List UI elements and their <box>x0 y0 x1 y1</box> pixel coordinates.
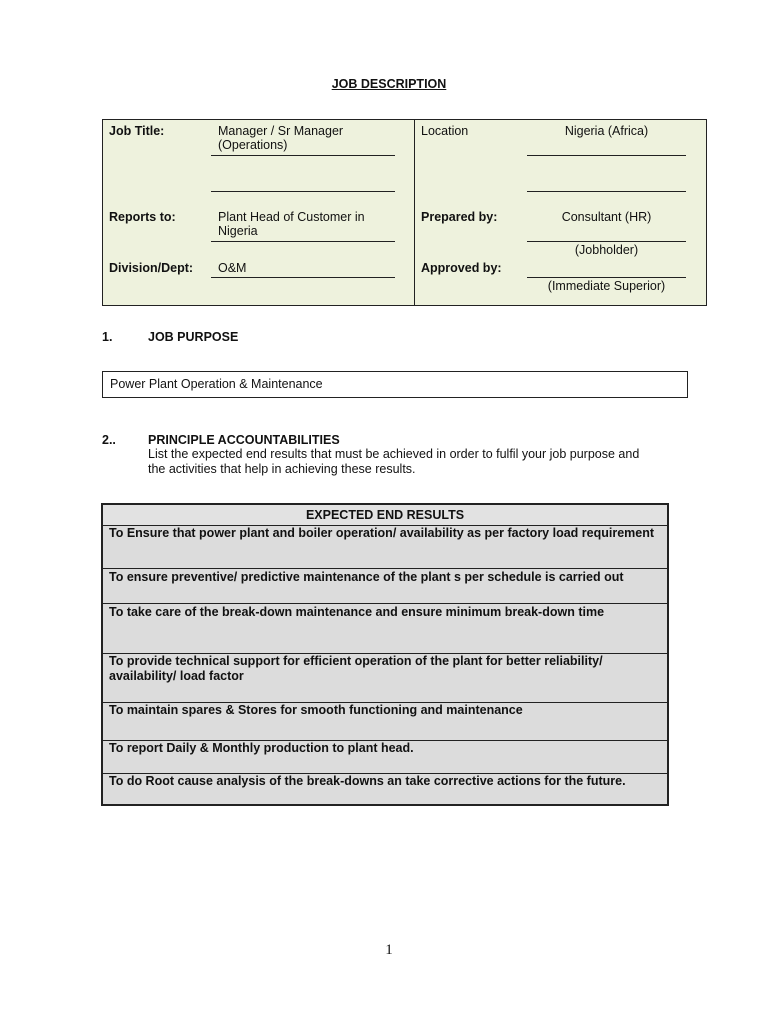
reports-to-value-line1: Plant Head of Customer in <box>218 210 365 224</box>
accountabilities-number: 2.. <box>102 433 116 447</box>
job-purpose-heading: JOB PURPOSE <box>148 330 239 344</box>
results-table-header: EXPECTED END RESULTS <box>103 505 667 526</box>
job-title-label: Job Title: <box>109 124 165 138</box>
table-row: To ensure preventive/ predictive maintenance of the plant s per schedule is carried out <box>103 569 667 604</box>
table-row: To take care of the break-down maintenance and ensure minimum break-down time <box>103 604 667 654</box>
job-title-extra-underline <box>211 191 395 192</box>
prepared-by-label: Prepared by: <box>421 210 498 224</box>
prepared-by-underline <box>527 241 686 242</box>
reports-to-label: Reports to: <box>109 210 176 224</box>
accountabilities-heading: PRINCIPLE ACCOUNTABILITIES <box>148 433 340 447</box>
job-purpose-box <box>102 371 688 398</box>
location-value: Nigeria (Africa) <box>564 124 649 138</box>
accountabilities-instruction <box>148 447 668 476</box>
job-purpose-text: Power Plant Operation & Maintenance <box>110 377 323 391</box>
expected-results-table <box>101 503 669 806</box>
page-number: 1 <box>385 942 393 958</box>
instruction-line-1: List the expected end results that must be achieved in order to fulfil your job purpose and <box>148 447 640 461</box>
approved-by-label: Approved by: <box>421 261 502 275</box>
table-row: To do Root cause analysis of the break-downs an take corrective actions for the future. <box>109 774 626 788</box>
superior-caption: (Immediate Superior) <box>547 279 666 293</box>
prepared-by-value: Consultant (HR) <box>561 210 652 224</box>
location-label: Location <box>421 124 469 138</box>
division-label: Division/Dept: <box>109 261 194 275</box>
reports-to-underline <box>211 241 395 242</box>
division-value: O&M <box>218 261 247 275</box>
table-row: To Ensure that power plant and boiler operation/ availability as per factory load requirement <box>103 525 667 569</box>
table-row: To report Daily & Monthly production to plant head. <box>103 741 667 774</box>
job-title-underline <box>211 155 395 156</box>
location-extra-underline <box>527 191 686 192</box>
location-underline <box>527 155 686 156</box>
approved-by-underline <box>527 277 686 278</box>
job-title-value-line1: Manager / Sr Manager <box>218 124 344 138</box>
instruction-line-2: the activities that help in achieving these results. <box>148 461 416 476</box>
reports-to-value-line2: Nigeria <box>218 224 258 238</box>
info-box-divider <box>414 120 415 306</box>
table-row: To maintain spares & Stores for smooth functioning and maintenance <box>103 703 667 741</box>
division-underline <box>211 277 395 278</box>
table-row: To provide technical support for efficient operation of the plant for better reliability/ availability/ load factor <box>103 654 667 703</box>
job-title-value-line2: (Operations) <box>218 138 288 152</box>
job-purpose-number: 1. <box>102 330 113 344</box>
jobholder-caption: (Jobholder) <box>574 243 639 257</box>
document-title: JOB DESCRIPTION <box>331 77 447 91</box>
